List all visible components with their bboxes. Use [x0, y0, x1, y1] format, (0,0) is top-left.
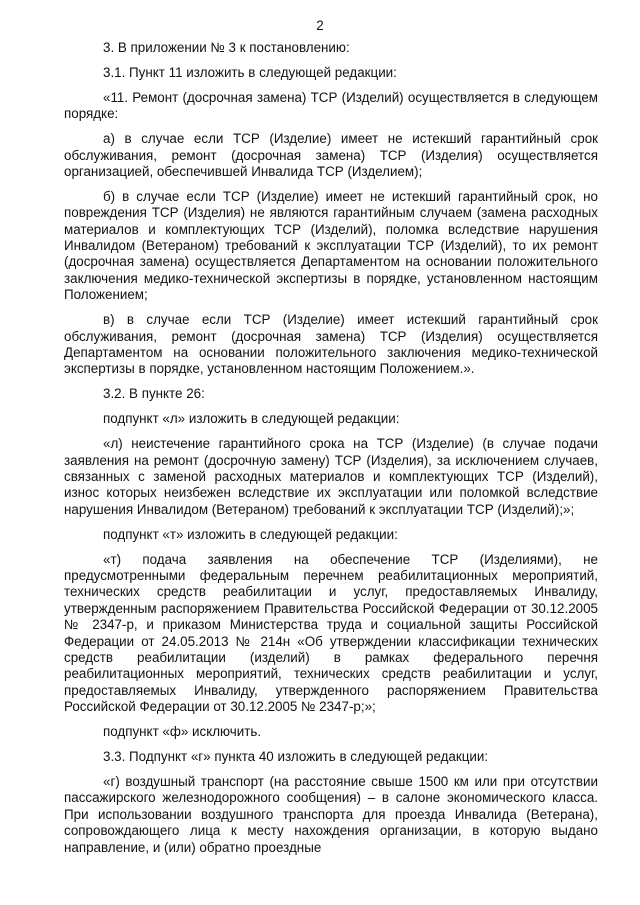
paragraph-item-11: «11. Ремонт (досрочная замена) ТСР (Изделий) осуществляется в следующем порядке:	[64, 89, 598, 122]
paragraph-item-11-b: б) в случае если ТСР (Изделие) имеет не истекший гарантийный срок, но повреждения ТСР (Изделия) не являются гарантийным случаем (замена расходных материалов и комплектующих ТСР (Изделий), поломка вследствие нарушения Инвалидом (Ветераном) требований к эксплуатации ТСР (Изделий), то их ремонт (досрочная замена) осуществляется Департаментом на основании положительного заключения медико-технической экспертизы в порядке, установленном настоящим Положением;	[64, 188, 598, 303]
document-body	[64, 40, 598, 864]
paragraph-item-11-a: а) в случае если ТСР (Изделие) имеет не истекший гарантийный срок обслуживания, ремонт (досрочная замена) ТСР (Изделия) осуществляется организацией, обеспечившей Инвалида ТСР (Изделием);	[64, 131, 598, 179]
paragraph-subitem-l-intro: подпункт «л» изложить в следующей редакции:	[103, 411, 400, 427]
page-number: 2	[316, 18, 324, 33]
paragraph-3-1: 3.1. Пункт 11 изложить в следующей редакции:	[103, 64, 397, 80]
paragraph-subitem-f: подпункт «ф» исключить.	[103, 724, 262, 740]
paragraph-subitem-g: «г) воздушный транспорт (на расстояние свыше 1500 км или при отсутствии пассажирского железнодорожного сообщения) – в салоне экономического класса. При использовании воздушного транспорта для проезда Инвалида (Ветерана), сопровождающего лица к месту нахождения организации, в которую выдано направление, и (или) обратно проездные	[64, 773, 598, 855]
paragraph-subitem-t-intro: подпункт «т» изложить в следующей редакции:	[103, 526, 398, 542]
paragraph-3-3: 3.3. Подпункт «г» пункта 40 изложить в следующей редакции:	[103, 749, 489, 765]
paragraph-appendix-3: 3. В приложении № 3 к постановлению:	[103, 40, 350, 55]
paragraph-item-11-v: в) в случае если ТСР (Изделие) имеет истекший гарантийный срок обслуживания, ремонт (досрочная замена) ТСР (Изделия) осуществляется Департаментом на основании положительного заключения медико-технической экспертизы в порядке, установленном настоящим Положением.».	[64, 312, 598, 377]
paragraph-subitem-t: «т) подача заявления на обеспечение ТСР (Изделиями), не предусмотренными федеральным перечнем реабилитационных мероприятий, технических средств реабилитации и услуг, предоставляемых Инвалиду, утвержденным распоряжением Правительства Российской Федерации от 30.12.2005 № 2347-р, и приказом Министерства труда и социальной защиты Российской Федерации от 24.05.2013 № 214н «Об утверждении классификации технических средств реабилитации (изделий) в рамках федерального перечня реабилитационных мероприятий, технических средств реабилитации и услуг, предоставляемых Инвалиду, утвержденного распоряжением Правительства Российской Федерации от 30.12.2005 № 2347-р;»;	[64, 551, 598, 715]
paragraph-3-2: 3.2. В пункте 26:	[103, 386, 205, 402]
paragraph-subitem-l: «л) неистечение гарантийного срока на ТСР (Изделие) (в случае подачи заявления на ремонт (досрочную замену) ТСР (Изделия), за исключением случаев, связанных с заменой расходных материалов и комплектующих ТСР (Изделий), износ которых неизбежен вследствие их эксплуатации или поломкой вследствие нарушения Инвалидом (Ветераном) требований к эксплуатации ТСР (Изделий);»;	[64, 436, 598, 517]
